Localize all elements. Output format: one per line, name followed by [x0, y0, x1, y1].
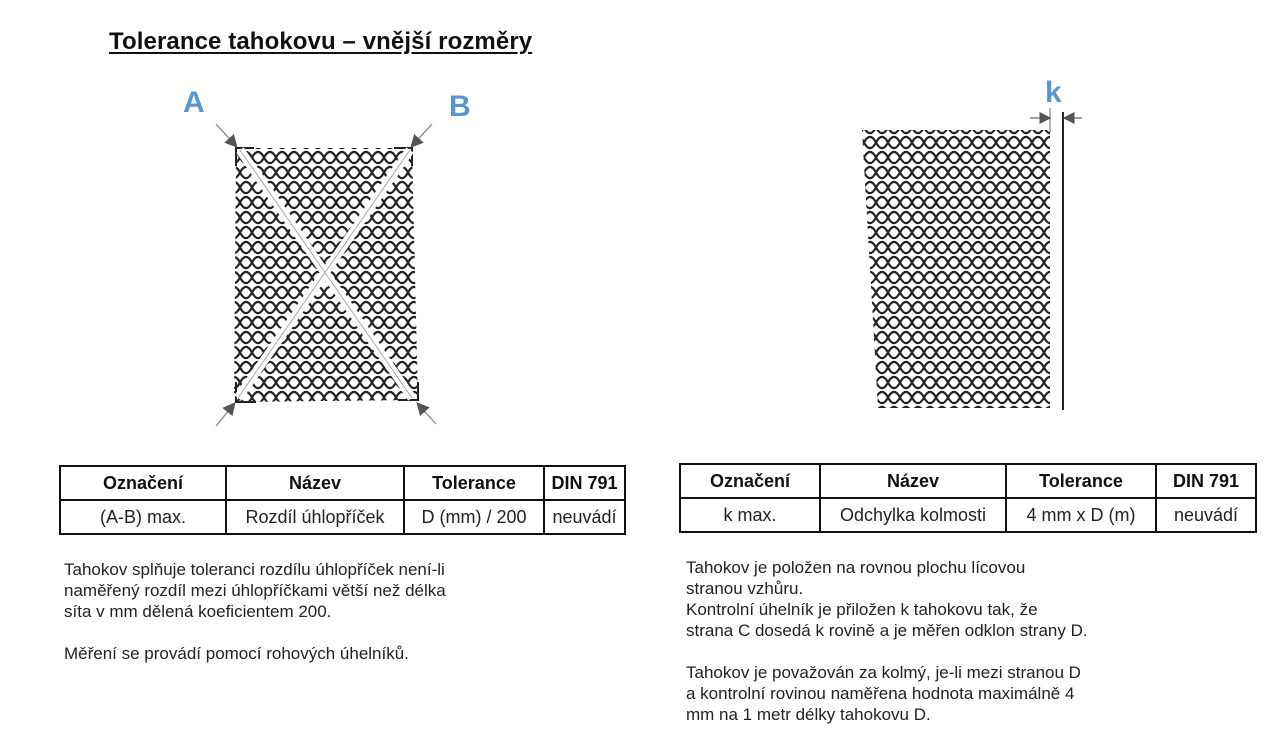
cell-nazev: Odchylka kolmosti: [820, 498, 1006, 532]
label-b: B: [449, 90, 471, 123]
text-line: Měření se provádí pomocí rohových úhelníků.: [64, 644, 409, 663]
label-a: A: [183, 86, 205, 119]
cell-tolerance: 4 mm x D (m): [1006, 498, 1156, 532]
text-line: Tahokov je považován za kolmý, je-li mezi stranou D: [686, 663, 1081, 682]
cell-tolerance: D (mm) / 200: [404, 500, 544, 534]
text-line: mm na 1 metr délky tahokovu D.: [686, 705, 931, 724]
table-row: [680, 498, 1256, 532]
text-line: stranou vzhůru.: [686, 579, 804, 598]
cell-oznaceni: k max.: [680, 498, 820, 532]
header-tolerance: Tolerance: [404, 466, 544, 500]
cell-oznaceni: (A-B) max.: [60, 500, 226, 534]
right-description: [686, 557, 1088, 725]
right-tolerance-table: [679, 463, 1257, 533]
text-line: naměřený rozdíl mezi úhlopříčkami větší než délka: [64, 581, 446, 600]
header-oznaceni: Označení: [680, 464, 820, 498]
cell-din: neuvádí: [1156, 498, 1256, 532]
label-k: k: [1045, 76, 1062, 109]
table-header-row: [60, 466, 625, 500]
header-oznaceni: Označení: [60, 466, 226, 500]
header-tolerance: Tolerance: [1006, 464, 1156, 498]
text-line: Tahokov je položen na rovnou plochu lícovou: [686, 558, 1026, 577]
page-title: Tolerance tahokovu – vnější rozměry: [109, 28, 533, 55]
right-mesh-panel: [862, 108, 1082, 410]
left-tolerance-table: [59, 465, 626, 535]
cell-nazev: Rozdíl úhlopříček: [226, 500, 404, 534]
header-din: DIN 791: [544, 466, 625, 500]
text-line: Kontrolní úhelník je přiložen k tahokovu tak, že: [686, 600, 1038, 619]
header-nazev: Název: [226, 466, 404, 500]
left-description: [64, 559, 446, 664]
left-mesh-panel: [216, 124, 436, 426]
table-row: [60, 500, 625, 534]
table-header-row: [680, 464, 1256, 498]
header-din: DIN 791: [1156, 464, 1256, 498]
text-line: síta v mm dělená koeficientem 200.: [64, 602, 332, 621]
text-line: a kontrolní rovinou naměřena hodnota maximálně 4: [686, 684, 1075, 703]
header-nazev: Název: [820, 464, 1006, 498]
text-line: Tahokov splňuje toleranci rozdílu úhlopříček není-li: [64, 560, 445, 579]
text-line: strana C dosedá k rovině a je měřen odklon strany D.: [686, 621, 1088, 640]
cell-din: neuvádí: [544, 500, 625, 534]
